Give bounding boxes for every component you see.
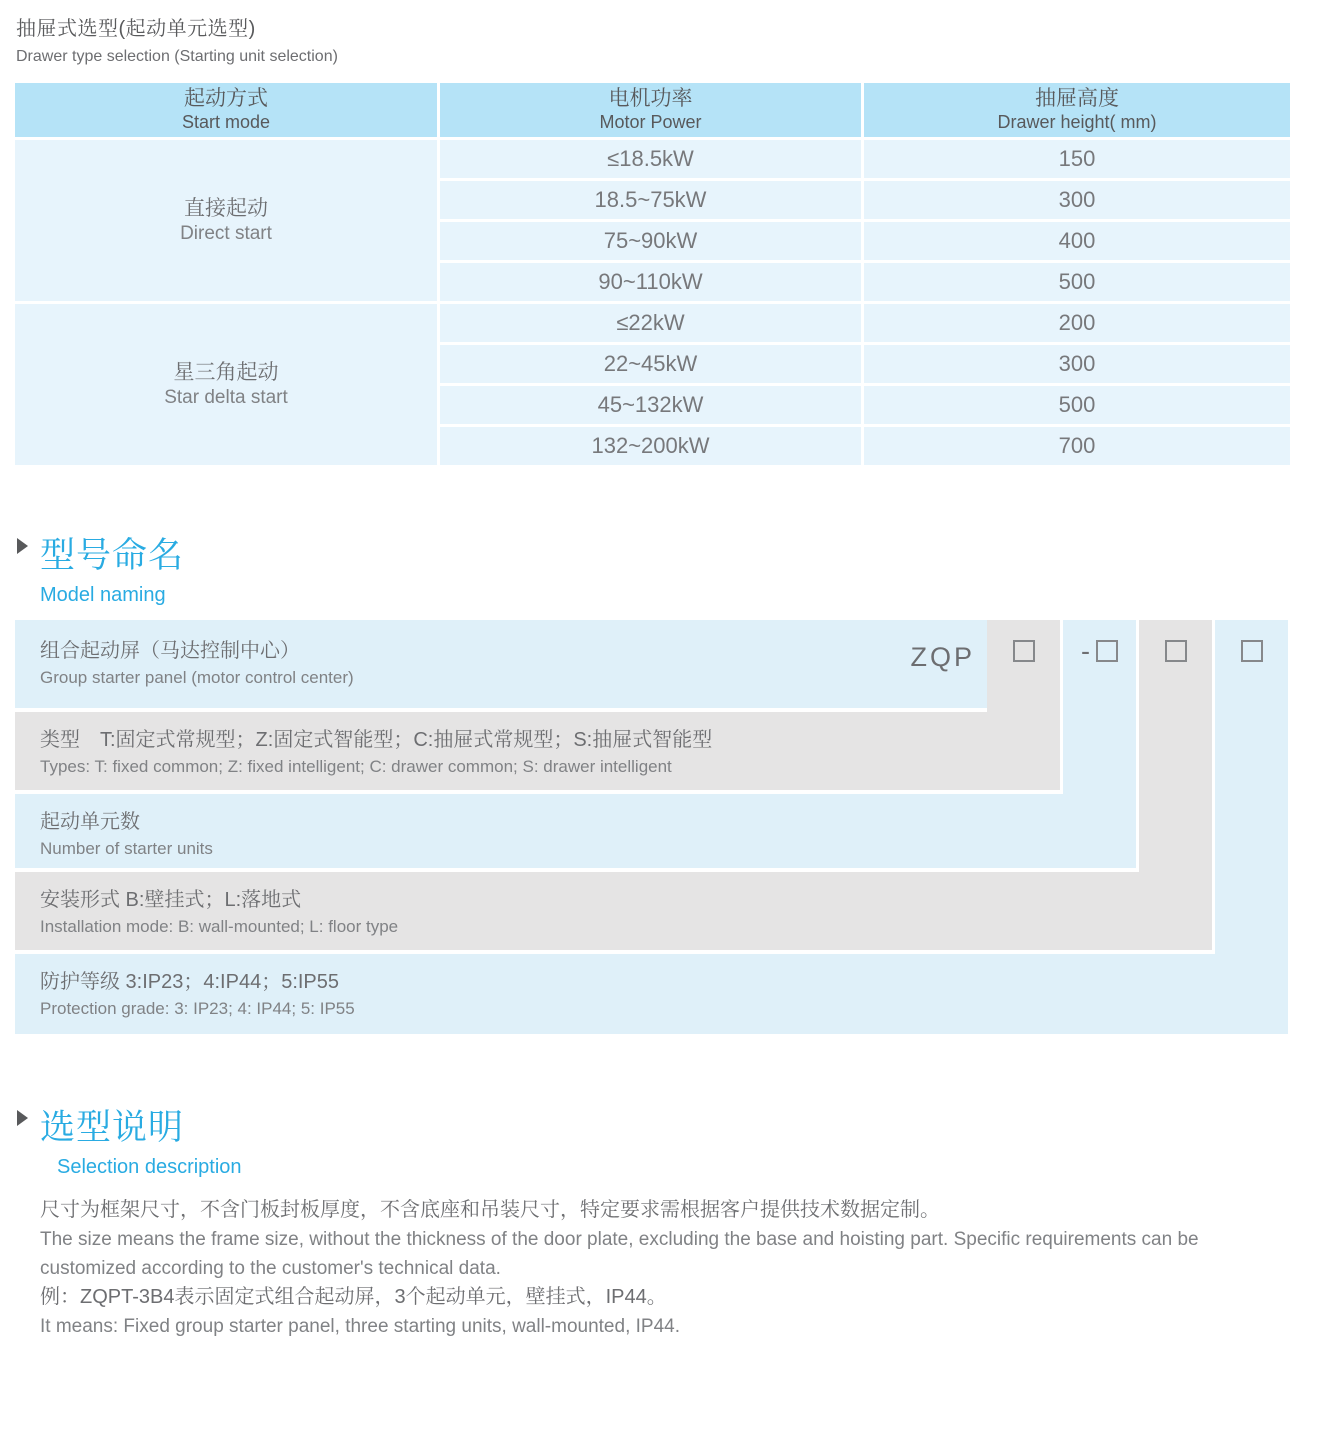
model-row-en: Installation mode: B: wall-mounted; L: floor type (40, 917, 399, 936)
height-cell: 300 (864, 345, 1290, 383)
power-cell: 18.5~75kW (440, 181, 861, 219)
header-drawer-height-zh: 抽屉高度 (1035, 87, 1119, 111)
height-cell: 400 (864, 222, 1290, 260)
column-header-start-mode (15, 83, 437, 137)
height-cell: 500 (864, 386, 1290, 424)
mode-star-delta-en: Star delta start (164, 386, 288, 408)
model-row-en: Protection grade: 3: IP23; 4: IP44; 5: IP55 (40, 999, 355, 1018)
power-cell: ≤18.5kW (440, 140, 861, 178)
mode-cell-star-delta (15, 304, 437, 465)
section-model-naming-header (17, 528, 184, 607)
model-row-zh: 安装形式 B:壁挂式；L:落地式 (40, 889, 302, 911)
column-header-motor-power (440, 83, 861, 137)
header-start-mode-en: Start mode (181, 111, 271, 132)
drawer-selection-table (15, 83, 1290, 465)
model-row-en: Group starter panel (motor control center) (40, 668, 354, 687)
height-cell: 150 (864, 140, 1290, 178)
model-row-zh: 防护等级 3:IP23；4:IP44；5:IP55 (40, 971, 340, 993)
section-title-en: Model naming (40, 584, 166, 606)
section-selection-description-header (17, 1100, 242, 1179)
page-title-en: Drawer type selection (Starting unit selection) (16, 48, 338, 65)
section-title-zh: 选型说明 (40, 1108, 185, 1147)
model-row-protection-grade (15, 954, 1273, 1034)
code-slot-box-icon (1013, 640, 1035, 662)
power-cell: 45~132kW (440, 386, 861, 424)
header-motor-power-en: Motor Power (599, 111, 702, 132)
model-row-types (15, 712, 1060, 790)
power-cell: ≤22kW (440, 304, 861, 342)
description-line: The size means the frame size, without the thickness of the door plate, excluding the base and hoisting part. Specific requirements can be (40, 1229, 1199, 1250)
section-arrow-icon (17, 538, 28, 554)
model-row-installation-mode (15, 872, 1197, 950)
code-slot-box-icon (1165, 640, 1187, 662)
selection-description-body (40, 1196, 1310, 1341)
power-cell: 132~200kW (440, 427, 861, 465)
model-row-starter-units (15, 794, 1121, 868)
height-cell: 500 (864, 263, 1290, 301)
description-line: It means: Fixed group starter panel, three starting units, wall-mounted, IP44. (40, 1316, 680, 1337)
power-cell: 90~110kW (440, 263, 861, 301)
description-line: 尺寸为框架尺寸，不含门板封板厚度，不含底座和吊装尺寸，特定要求需根据客户提供技术数据定制。 (40, 1199, 940, 1221)
model-row-zh: 起动单元数 (40, 811, 140, 833)
mode-direct-en: Direct start (180, 222, 272, 244)
page-heading (16, 12, 338, 66)
model-row-group-starter-panel (15, 620, 987, 708)
model-row-zh: 类型 T:固定式常规型；Z:固定式智能型；C:抽屉式常规型；S:抽屉式智能型 (40, 729, 713, 751)
page-title-zh: 抽屉式选型(起动单元选型) (16, 18, 256, 40)
power-cell: 22~45kW (440, 345, 861, 383)
code-dash: - (1081, 636, 1090, 666)
header-motor-power-zh: 电机功率 (608, 87, 693, 111)
code-slot-box-icon (1096, 640, 1118, 662)
model-row-zh: 组合起动屏（马达控制中心） (40, 640, 300, 662)
column-header-drawer-height (864, 83, 1290, 137)
description-line: 例：ZQPT-3B4表示固定式组合起动屏，3个起动单元，壁挂式，IP44。 (40, 1286, 667, 1308)
section-arrow-icon (17, 1110, 28, 1126)
section-title-en: Selection description (57, 1156, 242, 1178)
model-row-en: Types: T: fixed common; Z: fixed intelligent; C: drawer common; S: drawer intelligent (40, 757, 672, 776)
description-line: customized according to the customer's technical data. (40, 1258, 501, 1279)
power-cell: 75~90kW (440, 222, 861, 260)
model-row-en: Number of starter units (40, 839, 213, 858)
mode-cell-direct-start (15, 140, 437, 301)
header-start-mode-zh: 起动方式 (184, 87, 268, 111)
mode-star-delta-zh: 星三角起动 (173, 360, 279, 384)
header-drawer-height-en: Drawer height( mm) (997, 111, 1157, 132)
mode-direct-zh: 直接起动 (184, 196, 268, 220)
section-title-zh: 型号命名 (40, 536, 185, 575)
model-code-prefix: ZQP (910, 642, 975, 672)
code-slot-box-icon (1241, 640, 1263, 662)
height-cell: 300 (864, 181, 1290, 219)
model-naming-diagram (15, 620, 1290, 1034)
height-cell: 700 (864, 427, 1290, 465)
height-cell: 200 (864, 304, 1290, 342)
